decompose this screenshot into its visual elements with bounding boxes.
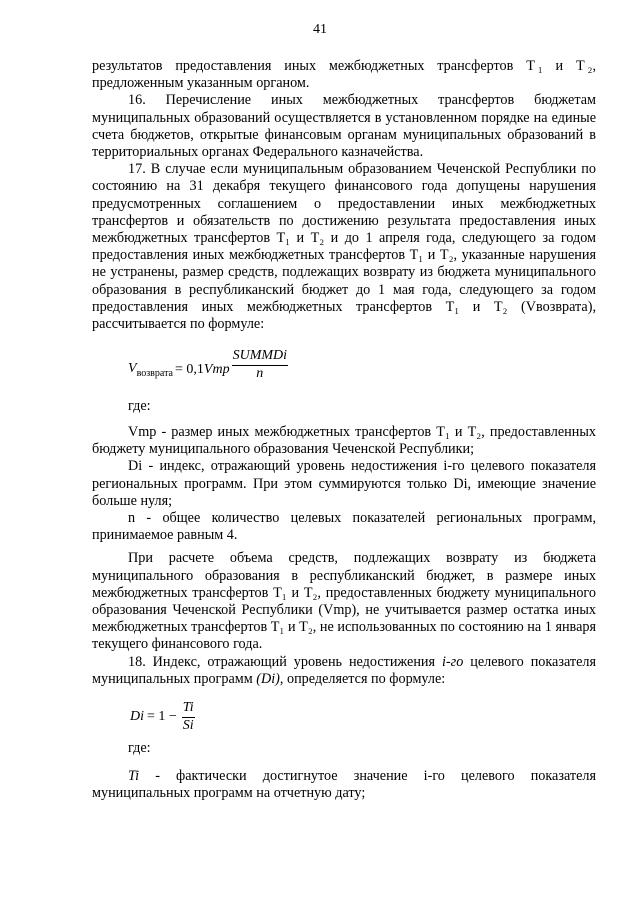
definition-vmp: Vmp - размер иных межбюджетных трансфертов Т₁ и Т₂, предоставленных бюджету муниципального образования Чеченской Республики; <box>92 424 596 458</box>
definition-ti: Ti - фактически достигнутое значение i-го целевого показателя муниципальных программ на отчетную дату; <box>92 768 596 802</box>
where-label-1: где: <box>128 398 151 414</box>
formula-fraction <box>232 348 288 382</box>
page-number: 41 <box>313 22 327 37</box>
definition-di: Di - индекс, отражающий уровень недостижения i-го целевого показателя региональных программ. При этом суммируются только Di, имеющие значение больше нуля; <box>92 458 596 509</box>
text-block-top <box>92 58 596 333</box>
paragraph-18: 18. Индекс, отражающий уровень недостижения i-го целевого показателя муниципальных программ (Di), определяется по формуле: <box>92 653 596 687</box>
formula-di <box>130 700 195 734</box>
formula-lhs: $V_{возврата}$ <box>128 361 173 379</box>
formula-vozvrata <box>128 348 288 382</box>
text-block-bottom <box>92 768 596 802</box>
formula2-eq: = 1 − <box>147 709 177 724</box>
formula-denominator: n <box>256 366 264 381</box>
formula2-fraction <box>182 700 195 734</box>
paragraph-continuation: результатов предоставления иных межбюджетных трансфертов Т ₁ и Т ₂, предложенным указанным органом. <box>92 58 596 92</box>
where-label-2: где: <box>128 740 151 756</box>
paragraph-calc: При расчете объема средств, подлежащих возврату из бюджета муниципального образования в республиканский бюджет, в размере иных межбюджетных трансфертов Т₁ и Т₂, предоставленных бюджету муниципального образования Чеченской Республики (Vmp), не учитывается размер остатка иных межбюджетных трансфертов Т₁ и Т₂, не использованных по состоянию на 1 января текущего финансового года. <box>92 550 596 653</box>
formula2-numerator: Ti <box>182 700 195 718</box>
formula2-denominator: Si <box>182 718 194 733</box>
formula2-lhs: Di <box>130 709 144 724</box>
text-block-middle <box>92 424 596 688</box>
formula-eq: = 0,1 <box>175 362 204 377</box>
paragraph-16: 16. Перечисление иных межбюджетных трансфертов бюджетам муниципальных образований осуществляется в установленном порядке на единые счета бюджетов, открытые финансовым органам муниципальных образований в территориальных органах Федерального казначейства. <box>92 92 596 161</box>
formula-vmp: Vmp <box>203 362 230 377</box>
paragraph-17: 17. В случае если муниципальным образованием Чеченской Республики по состоянию на 31 декабря текущего финансового года допущены нарушения предусмотренных соглашением о предоставлении иных межбюджетных трансфертов и обязательств по достижению результата предоставления иных межбюджетных трансфертов Т₁ и Т₂ и до 1 апреля года, следующего за годом предоставления иных межбюджетных трансфертов Т₁ и Т₂, указанные нарушения не устранены, размер средств, подлежащих возврату из бюджета муниципального образования в республиканский бюджет до 1 мая года, следующего за годом предоставления иных межбюджетных трансфертов Т₁ и Т₂ (Vвозврата), рассчитывается по формуле: <box>92 161 596 333</box>
formula-numerator: SUMMDi <box>232 348 288 366</box>
definition-n: n - общее количество целевых показателей региональных программ, принимаемое равным 4. <box>92 510 596 544</box>
